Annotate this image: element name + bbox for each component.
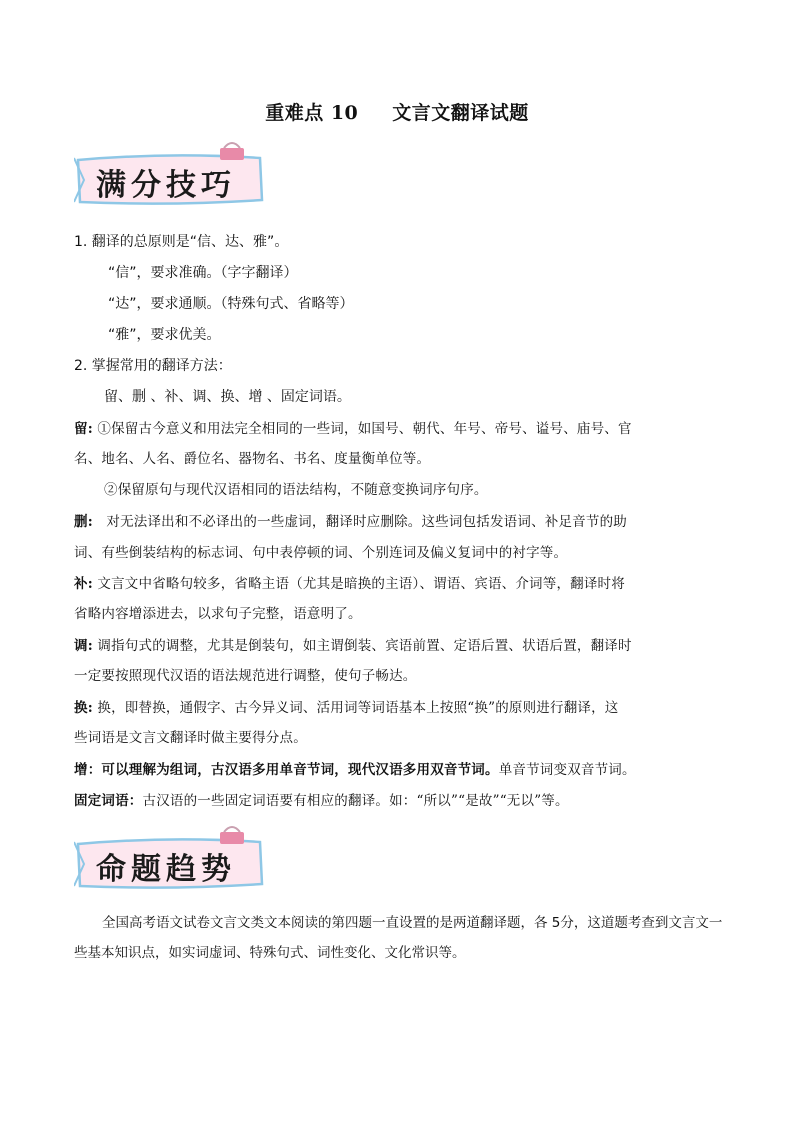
- principle-da: “达”，要求通顺。（特殊句式、省略等）: [108, 296, 354, 312]
- banner-trend: [74, 834, 266, 892]
- method-zeng-line: [74, 760, 724, 780]
- method-shan-label: 删:: [74, 514, 93, 530]
- methods-list: 留、删 、补、调、换、增 、固定词语。: [104, 389, 351, 405]
- method-diao-line1: [74, 636, 724, 656]
- method-bu-label: 补:: [74, 576, 93, 592]
- method-shan-line1: [74, 512, 724, 532]
- method-shan-line2: 词、有些倒装结构的标志词、句中表停顿的词、个别连词及偏义复词中的衬字等。: [74, 545, 568, 561]
- binder-clip-icon: [214, 140, 250, 162]
- methods-heading: 2. 掌握常用的翻译方法：: [74, 358, 232, 374]
- method-guding-label: 固定词语：: [74, 793, 143, 809]
- method-guding-line: [74, 791, 724, 811]
- method-bu-line1: [74, 574, 724, 594]
- method-zeng-bold: 增：可以理解为组词，古汉语多用单音节词，现代汉语多用双音节词。: [74, 762, 499, 778]
- method-huan-line1: [74, 698, 724, 718]
- method-bu-line2: 省略内容增添进去，以求句子完整，语意明了。: [74, 606, 362, 622]
- method-bu-text1: 文言文中省略句较多，省略主语（尤其是暗换的主语）、谓语、宾语、介词等，翻译时将: [97, 576, 625, 592]
- binder-clip-icon: [214, 824, 250, 846]
- method-liu-text1: ①保留古今意义和用法完全相同的一些词，如国号、朝代、年号、帝号、谥号、庙号、官: [97, 421, 632, 437]
- method-huan-label: 换:: [74, 700, 93, 716]
- banner-tips-label: 满分技巧: [96, 168, 236, 203]
- banner-tips: [74, 150, 266, 208]
- trend-paragraph: 全国高考语文试卷文言文类文本阅读的第四题一直设置的是两道翻译题，各 5分，这道题考查到文言文一些基本知识点，如实词虚词、特殊句式、词性变化、文化常识等。: [74, 915, 723, 961]
- method-huan-text1: 换，即替换，通假字、古今异义词、活用词等词语基本上按照“换”的原则进行翻译，这: [97, 700, 619, 716]
- method-guding-text: 古汉语的一些固定词语要有相应的翻译。如：“所以”“是故”“无以”等。: [142, 793, 569, 809]
- method-shan-text1: 对无法译出和不必译出的一些虚词，翻译时应删除。这些词包括发语词、补足音节的助: [106, 514, 627, 530]
- method-liu-line1: [74, 419, 724, 439]
- method-zeng-rest: 单音节词变双音节词。: [498, 762, 636, 778]
- title-right: 文言文翻译试题: [392, 102, 529, 124]
- method-liu-point2: ②保留原句与现代汉语相同的语法结构，不随意变换词序句序。: [104, 482, 488, 498]
- method-diao-line2: 一定要按照现代汉语的语法规范进行调整，使句子畅达。: [74, 668, 417, 684]
- principle-xin: “信”，要求准确。（字字翻译）: [108, 265, 298, 281]
- title-left: 重难点 10: [265, 102, 359, 124]
- method-liu-label: 留:: [74, 421, 93, 437]
- page-title: [0, 98, 794, 125]
- method-diao-text1: 调指句式的调整，尤其是倒装句，如主谓倒装、宾语前置、定语后置、状语后置，翻译时: [97, 638, 632, 654]
- principle-heading: 1. 翻译的总原则是“信、达、雅”。: [74, 234, 289, 250]
- banner-trend-label: 命题趋势: [96, 852, 236, 887]
- method-liu-line2: 名、地名、人名、爵位名、器物名、书名、度量衡单位等。: [74, 451, 431, 467]
- principle-ya: “雅”，要求优美。: [108, 327, 221, 343]
- method-huan-line2: 些词语是文言文翻译时做主要得分点。: [74, 730, 307, 746]
- method-diao-label: 调:: [74, 638, 93, 654]
